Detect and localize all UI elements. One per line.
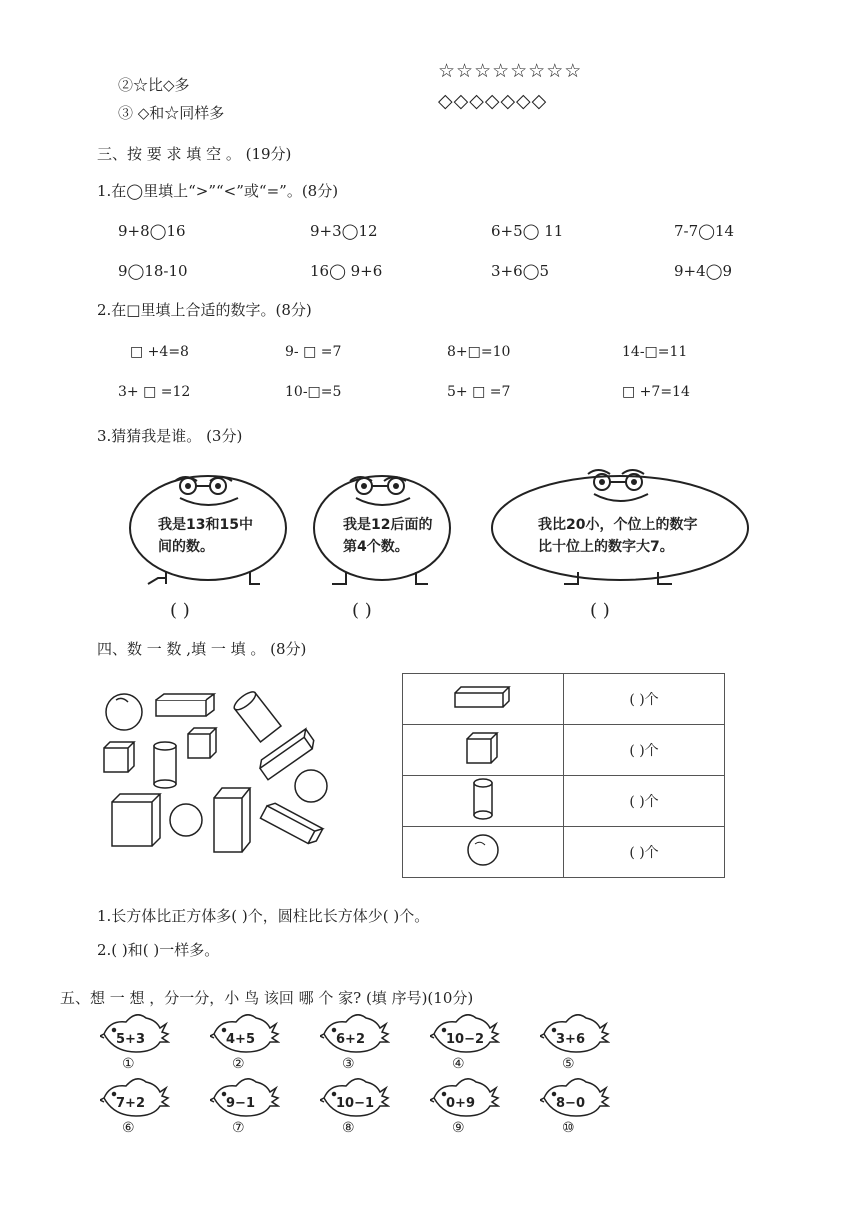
- ball-icon: [465, 832, 501, 868]
- riddle-3-line2: 比十位上的数字大7。: [538, 539, 674, 555]
- cuboid-icon: [453, 685, 513, 709]
- bird-number: ⑩: [562, 1120, 575, 1136]
- compare-cell[interactable]: 9+3◯12: [310, 222, 378, 240]
- solids-collection: [98, 686, 328, 858]
- section5-title: 五、想 一 想 ，分一分，小 鸟 该回 哪 个 家? (填 序号)(10分): [60, 989, 474, 1007]
- bird-card[interactable]: [100, 1078, 170, 1138]
- bird-card[interactable]: [320, 1014, 390, 1074]
- bird-equation: 6+2: [336, 1032, 365, 1047]
- comparison-item-3: ③ ◇和☆同样多: [118, 104, 225, 122]
- bird-card[interactable]: [320, 1078, 390, 1138]
- count-blank[interactable]: ( )个: [564, 725, 725, 776]
- bird-number: ④: [452, 1056, 465, 1072]
- compare-cell[interactable]: 6+5◯ 11: [491, 222, 564, 240]
- bird-card[interactable]: [210, 1078, 280, 1138]
- fill-box-cell[interactable]: □ +4=8: [130, 344, 189, 360]
- bird-equation: 3+6: [556, 1032, 585, 1047]
- riddle-1-line1: 我是13和15中: [158, 517, 253, 533]
- bird-number: ⑤: [562, 1056, 575, 1072]
- diamonds-row: ◇◇◇◇◇◇◇: [438, 90, 548, 112]
- bird-card[interactable]: [430, 1014, 500, 1074]
- section4-q1: 1.长方体比正方体多( )个，圆柱比长方体少( )个。: [97, 907, 430, 925]
- bird-equation: 8−0: [556, 1096, 585, 1111]
- count-blank[interactable]: ( )个: [564, 827, 725, 878]
- bird-number: ①: [122, 1056, 135, 1072]
- fill-box-cell[interactable]: 10-□=5: [285, 384, 342, 400]
- bird-equation: 5+3: [116, 1032, 145, 1047]
- ball-icon: [170, 804, 202, 836]
- bird-card[interactable]: [210, 1014, 280, 1074]
- cube-icon: [112, 794, 160, 846]
- riddle-2-answer[interactable]: ( ): [352, 600, 372, 621]
- cuboid-icon: [156, 694, 214, 716]
- bird-card[interactable]: [430, 1078, 500, 1138]
- riddle-1-answer[interactable]: ( ): [170, 600, 190, 621]
- cylinder-icon: [471, 777, 495, 821]
- fill-box-cell[interactable]: 8+□=10: [447, 344, 511, 360]
- riddle-3-answer[interactable]: ( ): [590, 600, 610, 621]
- bird-card[interactable]: [100, 1014, 170, 1074]
- riddle-1-line2: 间的数。: [158, 539, 214, 555]
- compare-cell[interactable]: 16◯ 9+6: [310, 262, 383, 280]
- bird-equation: 0+9: [446, 1096, 475, 1111]
- cube-icon: [465, 731, 501, 765]
- bird-equation: 10−2: [446, 1032, 485, 1047]
- bird-card[interactable]: [540, 1014, 610, 1074]
- compare-cell[interactable]: 9+8◯16: [118, 222, 186, 240]
- bird-number: ⑥: [122, 1120, 135, 1136]
- section4-q2: 2.( )和( )一样多。: [97, 941, 220, 959]
- riddle-2-line1: 我是12后面的: [343, 517, 433, 533]
- cylinder-icon: [154, 742, 176, 788]
- bird-equation: 10−1: [336, 1096, 375, 1111]
- compare-cell[interactable]: 9◯18-10: [118, 262, 188, 280]
- compare-cell[interactable]: 3+6◯5: [491, 262, 549, 280]
- comparison-item-2: ②☆比◇多: [118, 76, 190, 94]
- fill-box-cell[interactable]: □ +7=14: [622, 384, 690, 400]
- cube-icon: [188, 728, 216, 758]
- compare-cell[interactable]: 7-7◯14: [674, 222, 735, 240]
- ball-icon: [295, 770, 327, 802]
- bird-number: ③: [342, 1056, 355, 1072]
- riddle-3-line1: 我比20小，个位上的数字: [538, 517, 698, 533]
- bird-number: ⑧: [342, 1120, 355, 1136]
- bird-number: ②: [232, 1056, 245, 1072]
- cuboid-icon: [260, 800, 322, 846]
- bird-equation: 7+2: [116, 1096, 145, 1111]
- count-blank[interactable]: ( )个: [564, 776, 725, 827]
- q3-title: 3.猜猜我是谁。 (3分): [97, 427, 243, 445]
- bird-number: ⑨: [452, 1120, 465, 1136]
- fill-box-cell[interactable]: 3+ □ =12: [118, 384, 191, 400]
- bird-number: ⑦: [232, 1120, 245, 1136]
- stars-row: ☆☆☆☆☆☆☆☆: [438, 60, 583, 82]
- riddle-2-line2: 第4个数。: [343, 539, 409, 555]
- count-blank[interactable]: ( )个: [564, 674, 725, 725]
- bird-equation: 9−1: [226, 1096, 255, 1111]
- cube-icon: [104, 742, 134, 772]
- compare-cell[interactable]: 9+4◯9: [674, 262, 732, 280]
- section4-title: 四、数 一 数 ,填 一 填 。 (8分): [97, 640, 307, 658]
- q1-title: 1.在◯里填上“>”“<”或“=”。(8分): [97, 182, 339, 200]
- q2-title: 2.在□里填上合适的数字。(8分): [97, 301, 312, 319]
- table-row: [403, 674, 725, 725]
- fill-box-cell[interactable]: 14-□=11: [622, 344, 688, 360]
- fill-box-cell[interactable]: 5+ □ =7: [447, 384, 511, 400]
- cuboid-icon: [214, 788, 250, 852]
- bird-card[interactable]: [540, 1078, 610, 1138]
- cylinder-icon: [232, 689, 281, 742]
- fill-box-cell[interactable]: 9- □ =7: [285, 344, 342, 360]
- count-table: [402, 673, 725, 878]
- table-row: [403, 827, 725, 878]
- table-row: [403, 776, 725, 827]
- section3-title: 三、按 要 求 填 空 。 (19分): [97, 145, 292, 163]
- bird-equation: 4+5: [226, 1032, 255, 1047]
- table-row: [403, 725, 725, 776]
